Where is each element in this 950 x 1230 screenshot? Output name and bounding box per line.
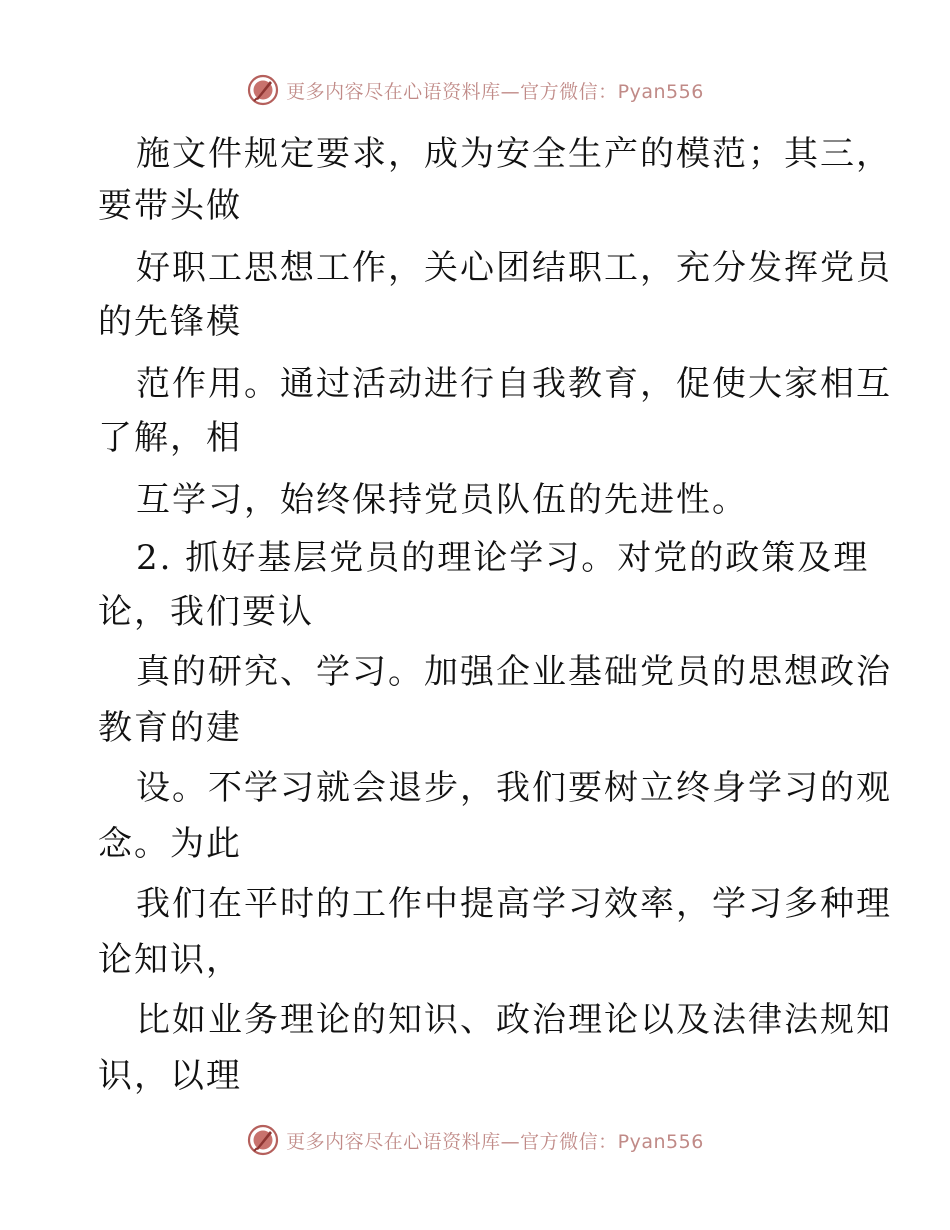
body-line: 我们在平时的工作中提高学习效率，学习多种理 bbox=[136, 884, 892, 924]
body-line: 范作用。通过活动进行自我教育，促使大家相互 bbox=[136, 364, 892, 404]
body-line: 教育的建 bbox=[98, 708, 242, 748]
body-line: 论，我们要认 bbox=[98, 592, 314, 632]
header-banner-text: 更多内容尽在心语资料库—官方微信：Pyan556 bbox=[286, 80, 704, 103]
header-banner bbox=[0, 68, 950, 112]
footer-banner bbox=[0, 1118, 950, 1162]
body-line: 了解，相 bbox=[98, 418, 242, 458]
body-line: 2. 抓好基层党员的理论学习。对党的政策及理 bbox=[136, 538, 870, 578]
body-line: 施文件规定要求，成为安全生产的模范；其三， bbox=[136, 134, 892, 174]
body-line: 真的研究、学习。加强企业基础党员的思想政治 bbox=[136, 652, 892, 692]
footer-banner-text: 更多内容尽在心语资料库—官方微信：Pyan556 bbox=[286, 1130, 704, 1153]
body-line: 论知识， bbox=[98, 940, 242, 980]
body-line: 识，以理 bbox=[98, 1056, 242, 1096]
body-line: 念。为此 bbox=[98, 824, 242, 864]
quill-seal-icon bbox=[246, 1123, 280, 1157]
body-line: 互学习，始终保持党员队伍的先进性。 bbox=[136, 480, 748, 520]
body-line: 的先锋模 bbox=[98, 302, 242, 342]
body-line: 比如业务理论的知识、政治理论以及法律法规知 bbox=[136, 1000, 892, 1040]
body-line: 要带头做 bbox=[98, 186, 242, 226]
body-line: 设。不学习就会退步，我们要树立终身学习的观 bbox=[136, 768, 892, 808]
quill-seal-icon bbox=[246, 73, 280, 107]
body-line: 好职工思想工作，关心团结职工，充分发挥党员 bbox=[136, 248, 892, 288]
